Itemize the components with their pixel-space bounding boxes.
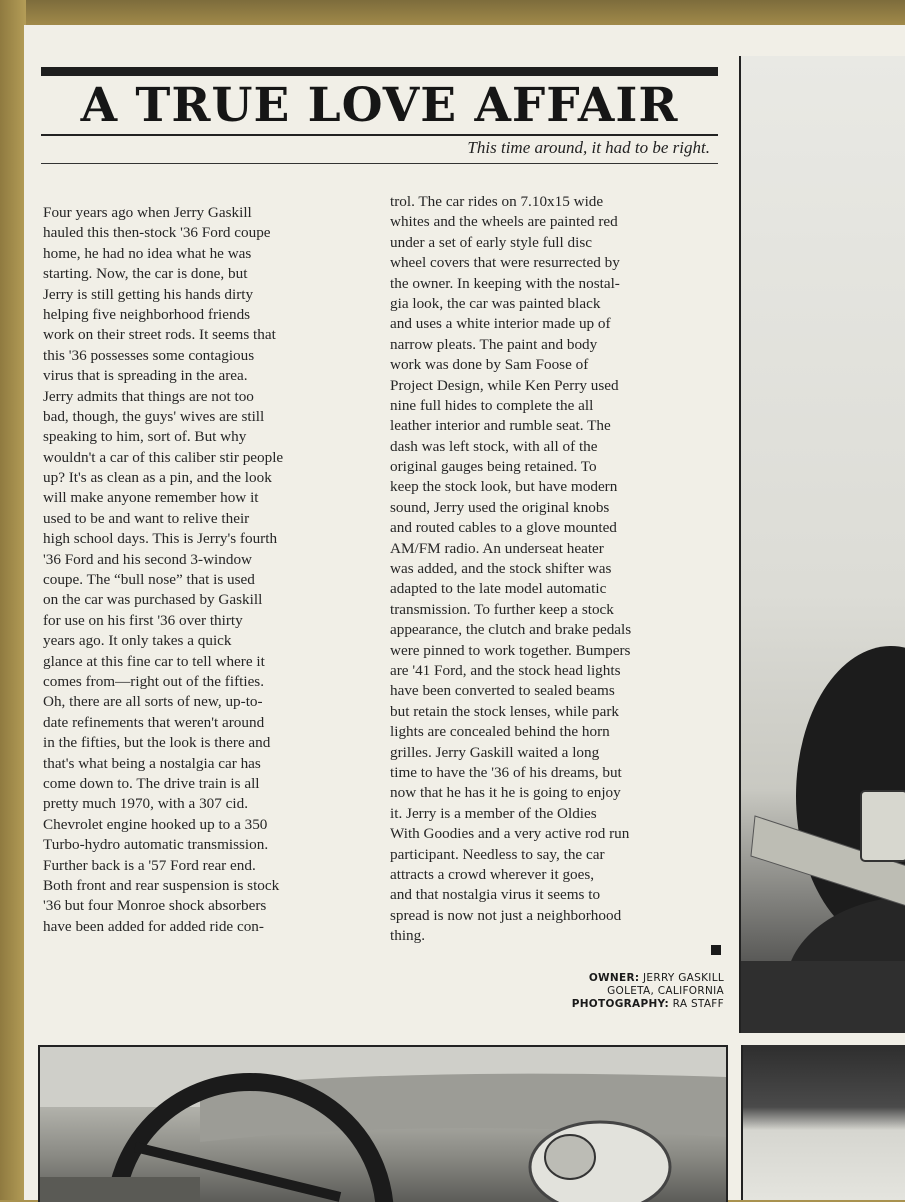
text-line: will make anyone remember how it	[43, 489, 259, 507]
text-line: but retain the stock lenses, while park	[390, 702, 620, 720]
text-line: Chevrolet engine hooked up to a 350	[43, 815, 268, 833]
car-front-photo	[739, 56, 905, 1033]
text-line: this '36 possesses some contagious	[43, 346, 255, 364]
text-line: Four years ago when Jerry Gaskill	[43, 204, 252, 221]
text-line: wouldn't a car of this caliber stir people	[43, 448, 284, 466]
text-line: were pinned to work together. Bumpers	[390, 641, 631, 659]
title-rule-bottom	[41, 134, 718, 136]
subtitle-rule	[41, 163, 718, 164]
end-of-article-mark	[711, 945, 721, 955]
text-line: starting. Now, the car is done, but	[43, 265, 248, 283]
text-line: gia look, the car was painted black	[390, 294, 601, 312]
body-column-2	[390, 192, 725, 946]
text-line: high school days. This is Jerry's fourth	[43, 530, 278, 548]
credit-owner	[572, 972, 724, 985]
photography-label: PHOTOGRAPHY:	[571, 998, 670, 1010]
credit-location: GOLETA, CALIFORNIA	[607, 985, 724, 997]
text-line: sound, Jerry used the original knobs	[390, 498, 610, 516]
text-line: attracts a crowd wherever it goes,	[390, 865, 595, 883]
title-rule-top	[41, 67, 718, 76]
text-line: bad, though, the guys' wives are still	[43, 407, 265, 425]
car-interior-photo	[38, 1045, 728, 1202]
text-line: grilles. Jerry Gaskill waited a long	[390, 743, 600, 761]
text-line: the owner. In keeping with the nostal-	[390, 274, 620, 292]
text-line: glance at this fine car to tell where it	[43, 652, 265, 670]
text-line: have been converted to sealed beams	[390, 682, 615, 700]
text-line: in the fifties, but the look is there and	[43, 734, 271, 752]
text-line: work was done by Sam Foose of	[390, 356, 589, 374]
text-line: on the car was purchased by Gaskill	[43, 591, 263, 609]
text-line: hauled this then-stock '36 Ford coupe	[43, 224, 271, 242]
text-line: AM/FM radio. An underseat heater	[390, 539, 604, 557]
text-line: under a set of early style full disc	[390, 233, 593, 251]
text-line: and routed cables to a glove mounted	[390, 519, 617, 537]
text-line: coupe. The “bull nose” that is used	[43, 571, 255, 589]
text-line: pretty much 1970, with a 307 cid.	[43, 795, 248, 813]
text-line: virus that is spreading in the area.	[43, 367, 248, 385]
text-line: leather interior and rumble seat. The	[390, 417, 611, 435]
text-line: helping five neighborhood friends	[43, 305, 251, 323]
text-line: Project Design, while Ken Perry used	[390, 376, 619, 394]
text-line: comes from—right out of the fifties.	[43, 672, 265, 690]
owner-label: OWNER:	[588, 972, 640, 984]
text-line: Jerry is still getting his hands dirty	[43, 285, 254, 303]
text-line: date refinements that weren't around	[43, 713, 265, 731]
article-title: A TRUE LOVE AFFAIR	[80, 80, 679, 132]
text-line: narrow pleats. The paint and body	[390, 335, 598, 353]
text-line: for use on his first '36 over thirty	[43, 611, 243, 629]
text-line: thing.	[390, 927, 426, 945]
body-column-1	[43, 203, 375, 937]
text-line: appearance, the clutch and brake pedals	[390, 621, 632, 639]
text-line: home, he had no idea what he was	[43, 244, 252, 262]
text-line: and uses a white interior made up of	[390, 315, 611, 333]
text-line: was added, and the stock shifter was	[390, 560, 612, 578]
text-line: years ago. It only takes a quick	[43, 632, 232, 650]
text-line: trol. The car rides on 7.10x15 wide	[390, 193, 604, 210]
text-line: Turbo-hydro automatic transmission.	[43, 836, 269, 854]
text-line: Further back is a '57 Ford rear end.	[43, 856, 256, 874]
text-line: transmission. To further keep a stock	[390, 600, 614, 618]
article-credits	[572, 972, 724, 1011]
text-line: spread is now not just a neighborhood	[390, 906, 622, 924]
text-line: original gauges being retained. To	[390, 458, 597, 476]
text-line: adapted to the late model automatic	[390, 580, 607, 598]
page-edge-left	[0, 0, 26, 1200]
text-line: Oh, there are all sorts of new, up-to-	[43, 693, 263, 711]
owner-name: JERRY GASKILL	[643, 972, 724, 984]
photography-name: RA STAFF	[672, 998, 724, 1010]
text-line: participant. Needless to say, the car	[390, 845, 605, 863]
text-line: up? It's as clean as a pin, and the look	[43, 469, 272, 487]
car-detail-photo	[741, 1045, 905, 1200]
text-line: Both front and rear suspension is stock	[43, 876, 280, 894]
text-line: now that he has it he is going to enjoy	[390, 784, 621, 802]
text-line: time to have the '36 of his dreams, but	[390, 763, 622, 781]
text-line: used to be and want to relive their	[43, 509, 250, 527]
text-line: have been added for added ride con-	[43, 917, 264, 935]
page-edge-top	[0, 0, 905, 26]
credit-photography	[572, 998, 724, 1011]
text-line: are '41 Ford, and the stock head lights	[390, 661, 621, 679]
text-line: Jerry admits that things are not too	[43, 387, 254, 405]
text-line: come down to. The drive train is all	[43, 774, 260, 792]
text-line: work on their street rods. It seems that	[43, 326, 276, 344]
text-line: whites and the wheels are painted red	[390, 213, 618, 231]
text-line: lights are concealed behind the horn	[390, 723, 610, 741]
text-line: keep the stock look, but have modern	[390, 478, 618, 496]
text-line: speaking to him, sort of. But why	[43, 428, 247, 446]
text-line: it. Jerry is a member of the Oldies	[390, 804, 597, 822]
text-line: With Goodies and a very active rod run	[390, 825, 630, 843]
text-line: and that nostalgia virus it seems to	[390, 886, 601, 904]
article-subtitle: This time around, it had to be right.	[467, 138, 710, 157]
text-line: dash was left stock, with all of the	[390, 437, 598, 455]
text-line: '36 Ford and his second 3-window	[43, 550, 253, 568]
text-line: '36 but four Monroe shock absorbers	[43, 897, 267, 915]
text-line: nine full hides to complete the all	[390, 396, 594, 414]
text-line: wheel covers that were resurrected by	[390, 254, 620, 272]
text-line: that's what being a nostalgia car has	[43, 754, 261, 772]
